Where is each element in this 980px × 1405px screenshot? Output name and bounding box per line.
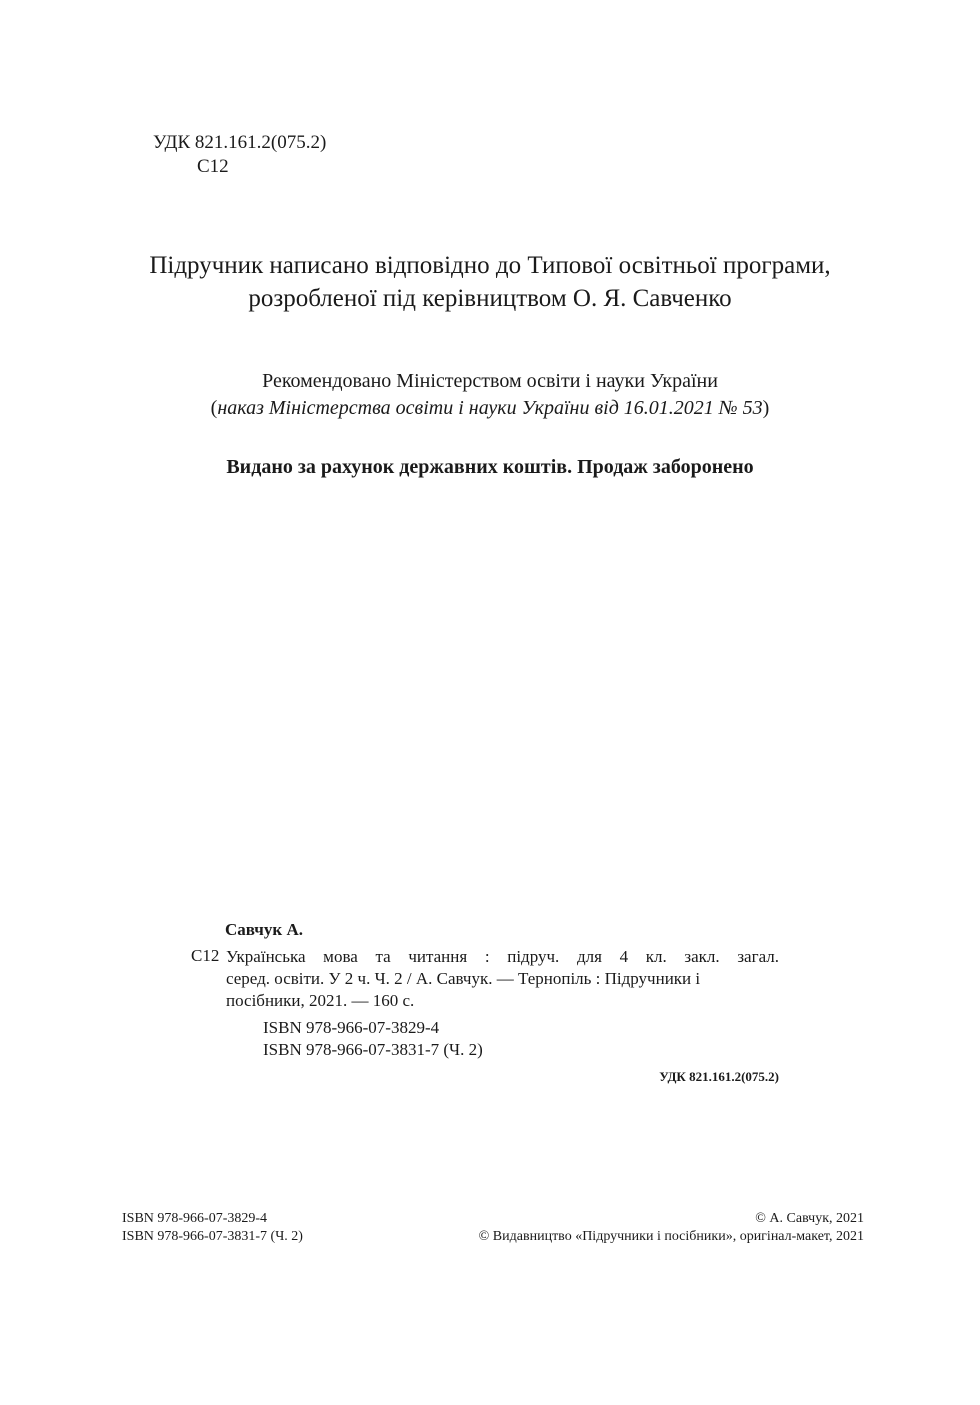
author-sign-code: С12 (197, 156, 229, 177)
catalog-udk: УДК 821.161.2(075.2) (659, 1069, 779, 1084)
catalog-desc-line-3: посібники, 2021. — 160 с. (226, 991, 415, 1010)
udk-code: УДК 821.161.2(075.2) (153, 132, 327, 153)
paren-open: ( (210, 397, 218, 419)
recommendation-line: Рекомендовано Міністерством освіти і науки України (262, 370, 718, 392)
ministry-order (0, 395, 980, 422)
footer-copyright-block (479, 1210, 864, 1246)
catalog-isbn-block (263, 1017, 483, 1061)
catalog-description (226, 946, 779, 1012)
catalog-desc-line-2: серед. освіти. У 2 ч. Ч. 2 / А. Савчук. — Тернопіль : Підручники і (226, 969, 701, 988)
footer-isbn-block (122, 1210, 303, 1246)
paren-close: ) (762, 397, 770, 419)
order-text: наказ Міністерства освіти і науки України від 16.01.2021 № 53 (217, 397, 763, 419)
program-line-2: розробленої під керівництвом О. Я. Савченко (248, 285, 732, 312)
free-distribution-notice: Видано за рахунок державних коштів. Продаж заборонено (226, 456, 754, 478)
udk-header (153, 131, 326, 179)
footer-isbn-1: ISBN 978-966-07-3829-4 (122, 1211, 268, 1226)
catalog-desc-line-1: Українська мова та читання : підруч. для 4 кл. закл. загал. (226, 947, 779, 966)
catalog-isbn-2: ISBN 978-966-07-3831-7 (Ч. 2) (263, 1040, 483, 1059)
footer-copyright-publisher: © Видавництво «Підручники і посібники», оригінал-макет, 2021 (478, 1229, 864, 1244)
footer-isbn-2: ISBN 978-966-07-3831-7 (Ч. 2) (122, 1229, 303, 1244)
catalog-isbn-1: ISBN 978-966-07-3829-4 (263, 1018, 440, 1037)
catalog-author: Савчук А. (225, 920, 303, 939)
catalog-code: С12 (191, 946, 220, 965)
program-line-1: Підручник написано відповідно до Типової освітньої програми, (149, 252, 831, 279)
program-statement (0, 249, 980, 315)
footer-copyright-author: © А. Савчук, 2021 (755, 1211, 864, 1226)
ministry-recommendation (0, 368, 980, 422)
